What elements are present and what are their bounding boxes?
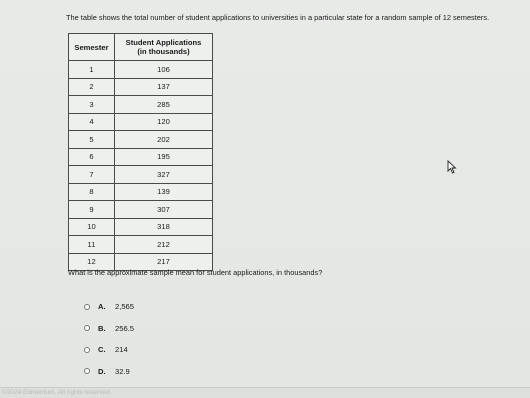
semester-cell: 10 (69, 218, 115, 236)
table-row (69, 113, 213, 131)
table-body (69, 61, 213, 271)
table-row (69, 183, 213, 201)
question-text: What is the approximate sample mean for student applications, in thousands? (68, 268, 323, 277)
page-footer (0, 387, 530, 398)
semester-cell: 7 (69, 166, 115, 184)
semester-cell: 5 (69, 131, 115, 149)
choice-a-text: 2,565 (115, 302, 135, 312)
radio-button-c[interactable] (84, 347, 90, 353)
applications-cell: 327 (115, 166, 213, 184)
answer-choices (84, 296, 134, 382)
column-header-applications: Student Applications (in thousands) (115, 34, 213, 61)
semester-cell: 2 (69, 78, 115, 96)
semester-cell: 12 (69, 253, 115, 271)
applications-cell: 195 (115, 148, 213, 166)
applications-cell: 318 (115, 218, 213, 236)
choice-d-letter: D. (98, 366, 106, 376)
choice-b-letter: B. (98, 323, 106, 333)
question-intro: The table shows the total number of student applications to universities in a particular state for a random sample of 12 semesters. (66, 13, 490, 22)
applications-cell: 137 (115, 78, 213, 96)
semester-cell: 1 (69, 61, 115, 79)
applications-cell: 120 (115, 113, 213, 131)
choice-d[interactable] (84, 361, 134, 383)
table-row (69, 166, 213, 184)
table-row (69, 78, 213, 96)
applications-cell: 202 (115, 131, 213, 149)
semester-cell: 8 (69, 183, 115, 201)
table-row (69, 201, 213, 219)
copyright-text: ©2024 Edmentum. All rights reserved. (2, 389, 112, 396)
radio-button-b[interactable] (84, 325, 90, 331)
applications-table (68, 33, 213, 271)
semester-cell: 9 (69, 201, 115, 219)
choice-b[interactable] (84, 318, 134, 340)
table-row (69, 131, 213, 149)
applications-cell: 106 (115, 61, 213, 79)
table-row (69, 61, 213, 79)
choice-a-letter: A. (98, 302, 106, 312)
applications-cell: 307 (115, 201, 213, 219)
choice-b-text: 256.5 (115, 323, 135, 333)
choice-a[interactable] (84, 296, 134, 318)
radio-button-d[interactable] (84, 368, 90, 374)
semester-cell: 6 (69, 148, 115, 166)
table-row (69, 96, 213, 114)
semester-cell: 4 (69, 113, 115, 131)
choice-c[interactable] (84, 339, 134, 361)
choice-c-text: 214 (115, 345, 128, 355)
table-row (69, 236, 213, 254)
applications-cell: 139 (115, 183, 213, 201)
applications-cell: 212 (115, 236, 213, 254)
applications-cell: 217 (115, 253, 213, 271)
table-header-row (69, 34, 213, 61)
table-row (69, 218, 213, 236)
semester-cell: 3 (69, 96, 115, 114)
choice-d-text: 32.9 (115, 366, 130, 376)
choice-c-letter: C. (98, 345, 106, 355)
semester-cell: 11 (69, 236, 115, 254)
radio-button-a[interactable] (84, 304, 90, 310)
applications-cell: 285 (115, 96, 213, 114)
table-row (69, 148, 213, 166)
mouse-pointer-icon (447, 160, 457, 179)
column-header-semester: Semester (69, 34, 115, 61)
